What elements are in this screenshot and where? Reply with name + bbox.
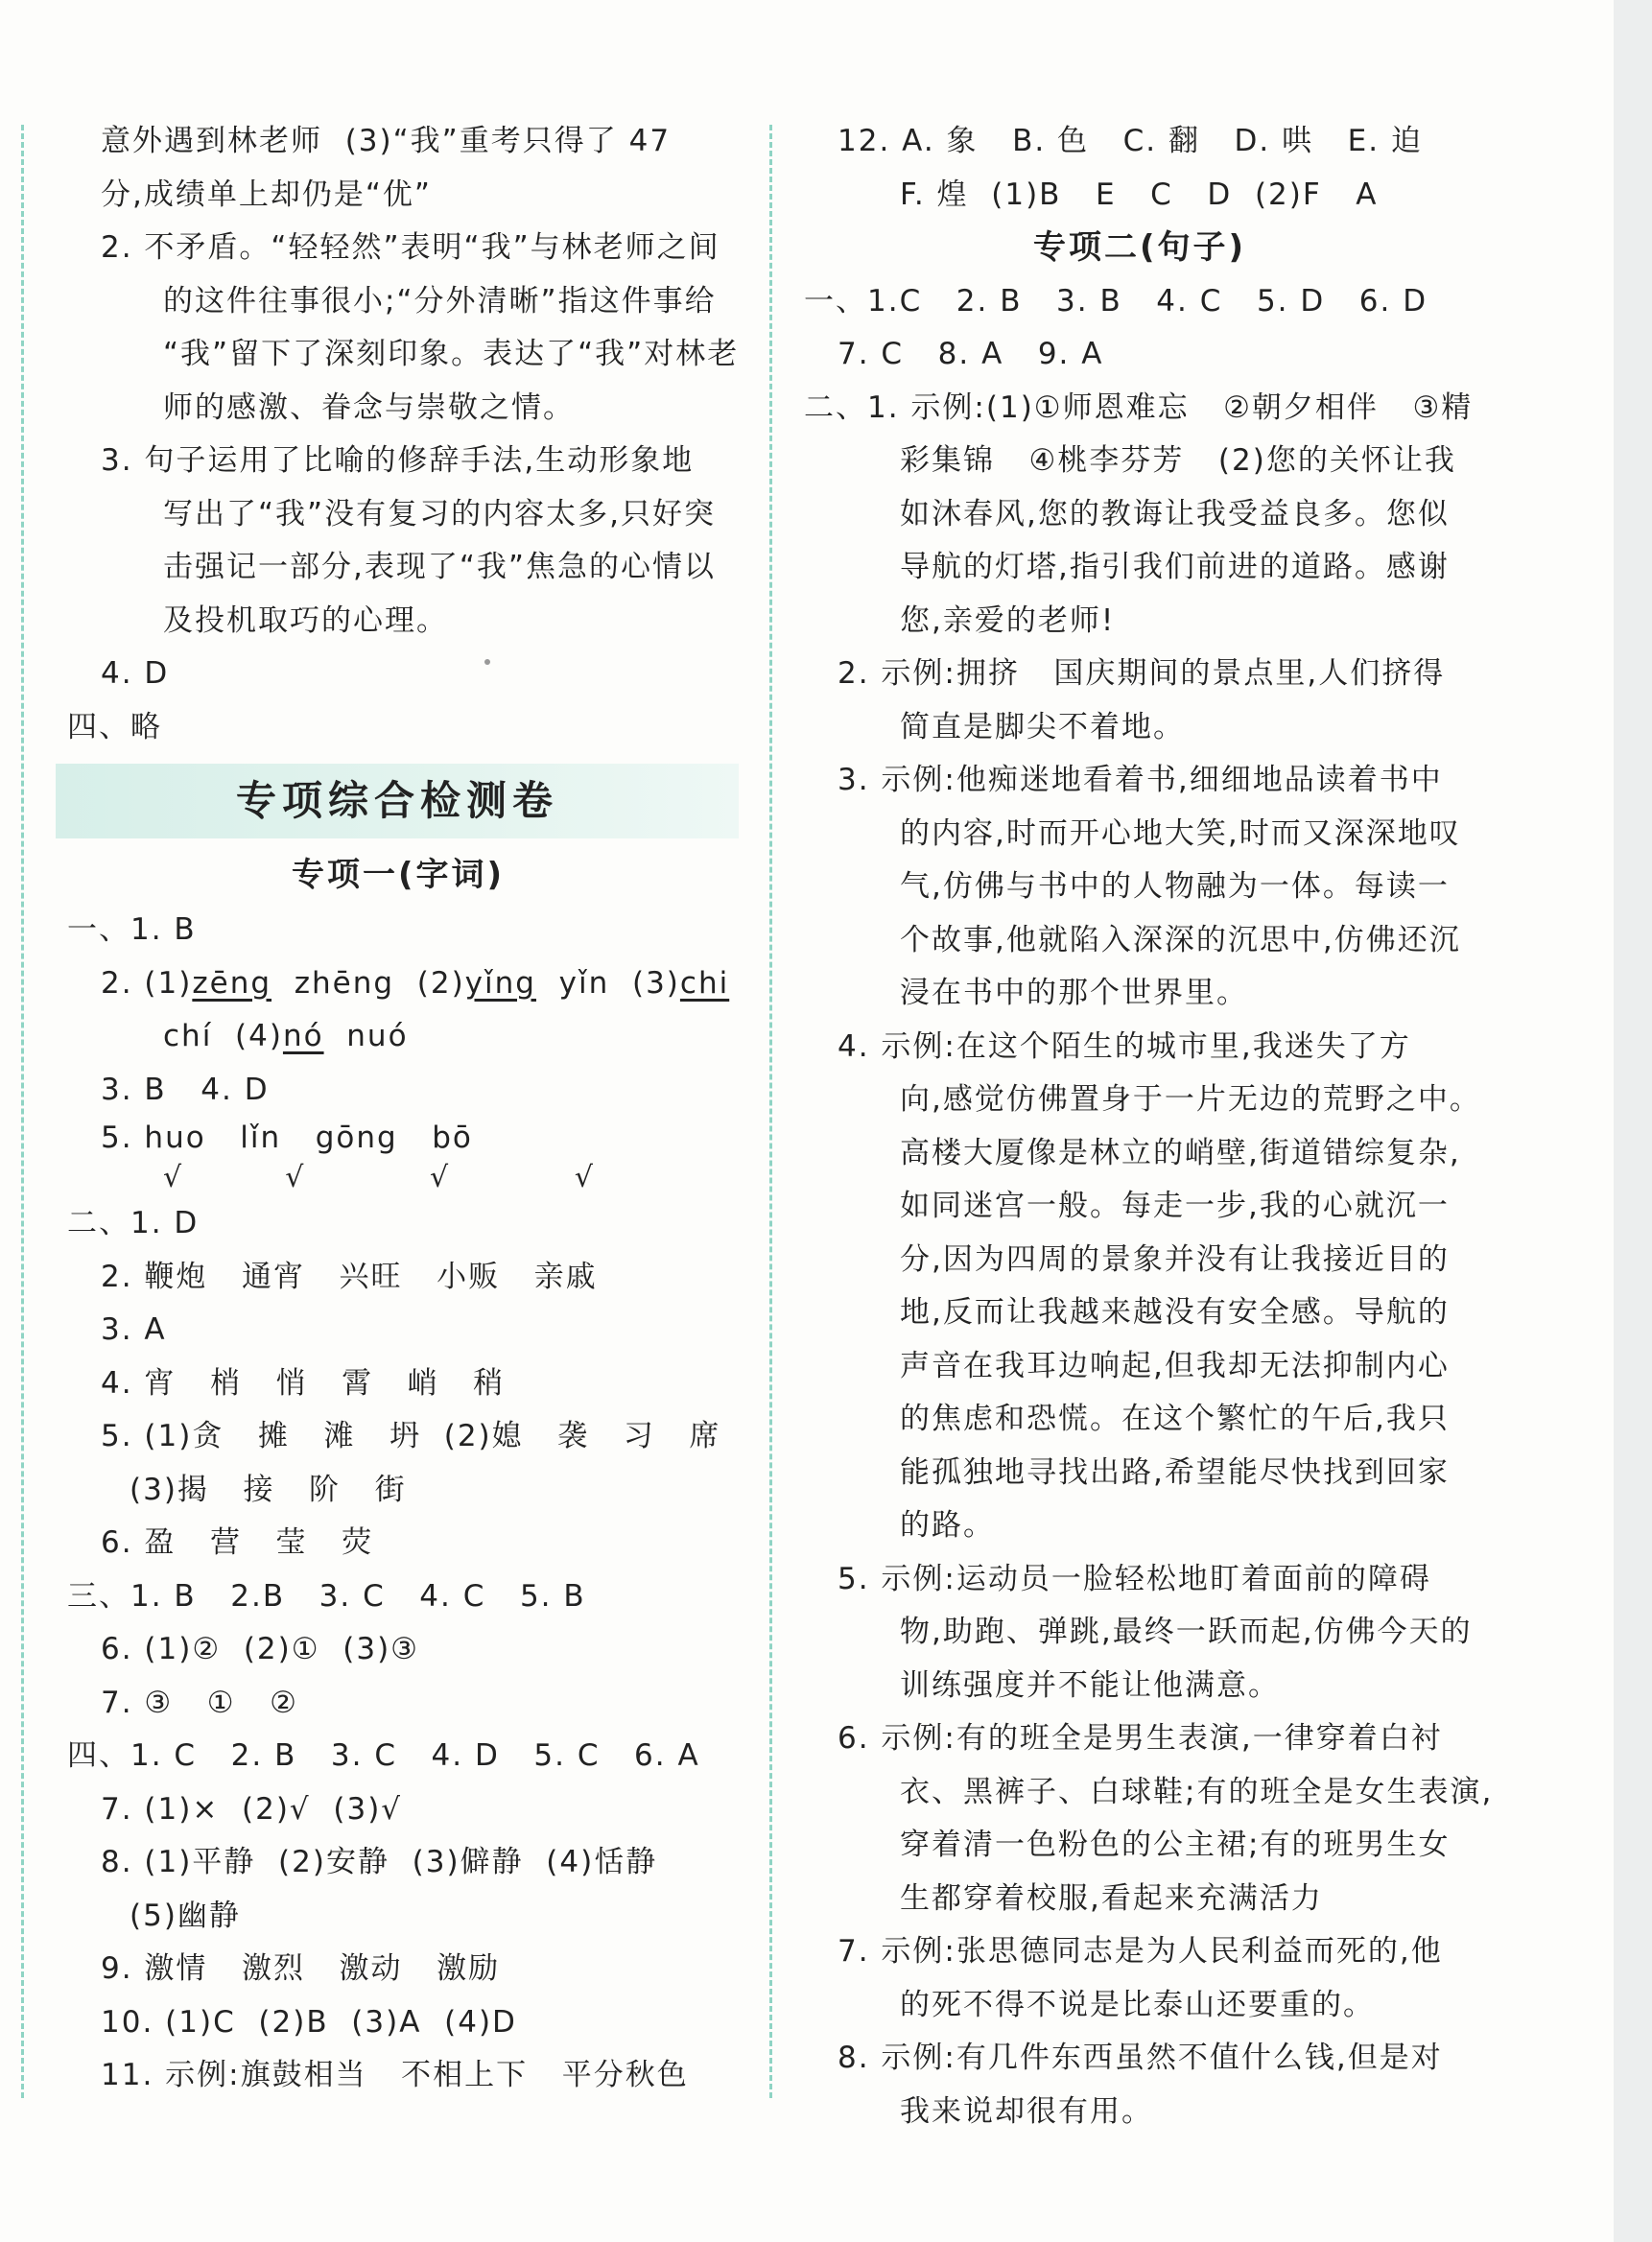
answer-line: (5)幽静 — [130, 1898, 241, 1933]
answer-line: 如沐春风,您的教诲让我受益良多。您似 — [900, 496, 1450, 531]
answer-line: 7. (1)× (2)√ (3)√ — [101, 1791, 403, 1827]
answer-line: 三、1. B 2.B 3. C 4. C 5. B — [67, 1578, 586, 1614]
answer-line: 9. 激情 激烈 激动 激励 — [101, 1951, 501, 1986]
answer-line: 3. A — [101, 1312, 167, 1347]
answer-line: 向,感觉仿佛置身于一片无边的荒野之中。 — [900, 1082, 1481, 1117]
answer-line: 师的感激、眷念与崇敬之情。 — [163, 389, 575, 425]
pinyin-underlined: yǐng — [464, 965, 536, 1001]
answer-line: 6. (1)② (2)① (3)③ — [101, 1632, 419, 1666]
subsection-title-1: 专项一(字词) — [291, 856, 506, 894]
answer-line: 如同迷宫一般。每走一步,我的心就沉一 — [900, 1189, 1450, 1223]
answer-line: 2. 不矛盾。“轻轻然”表明“我”与林老师之间 — [101, 230, 720, 265]
answer-line: 4. 示例:在这个陌生的城市里,我迷失了方 — [838, 1028, 1411, 1064]
page-edge-strip — [1614, 0, 1652, 2242]
pinyin-underlined: chi — [679, 965, 730, 1001]
answer-line: 我来说却很有用。 — [900, 2093, 1153, 2129]
answer-line: 5. (1)贪 摊 滩 坍 (2)媳 袭 习 席 — [101, 1419, 721, 1453]
answer-line: 5. huo lǐn gōng bō — [101, 1121, 473, 1155]
answer-line: 11. 示例:旗鼓相当 不相上下 平分秋色 — [101, 2058, 689, 2092]
answer-line: 浸在书中的那个世界里。 — [900, 976, 1248, 1010]
answer-line: 二、1. 示例:(1)①师恩难忘 ②朝夕相伴 ③精 — [804, 389, 1474, 425]
answer-line: 击强记一部分,表现了“我”焦急的心情以 — [163, 550, 716, 584]
subsection-title-2: 专项二(句子) — [1032, 228, 1247, 267]
answer-line: 及投机取巧的心理。 — [163, 602, 448, 638]
answer-line: (3)揭 接 阶 街 — [130, 1472, 407, 1507]
answer-line: 一、1.C 2. B 3. B 4. C 5. D 6. D — [804, 283, 1428, 319]
answer-line: 的死不得不说是比泰山还要重的。 — [900, 1987, 1375, 2022]
answer-line: 简直是脚尖不着地。 — [900, 709, 1185, 744]
answer-line: 的焦虑和恐慌。在这个繁忙的午后,我只 — [900, 1402, 1450, 1436]
answer-line: 四、略 — [67, 709, 162, 744]
right-column — [804, 115, 1494, 2138]
answer-line: 穿着清一色粉色的公主裙;有的班男生女 — [900, 1828, 1451, 1862]
left-column — [67, 115, 740, 2103]
pinyin-underlined: nó — [282, 1019, 324, 1053]
answer-line: 衣、黑裤子、白球鞋;有的班全是女生表演, — [900, 1774, 1494, 1809]
answer-line: 声音在我耳边响起,但我却无法抑制内心 — [900, 1348, 1450, 1383]
answer-line: 生都穿着校服,看起来充满活力 — [900, 1880, 1323, 1916]
answer-line: 的内容,时而开心地大笑,时而又深深地叹 — [900, 815, 1461, 851]
answer-line: 10. (1)C (2)B (3)A (4)D — [101, 2004, 517, 2040]
column-divider-dashed-line — [769, 125, 772, 2098]
answer-line: 个故事,他就陷入深深的沉思中,仿佛还沉 — [900, 922, 1461, 957]
answer-line: 3. 句子运用了比喻的修辞手法,生动形象地 — [101, 443, 695, 478]
check-marks: √ √ √ √ — [163, 1161, 606, 1194]
answer-line: 四、1. C 2. B 3. C 4. D 5. C 6. A — [67, 1738, 700, 1773]
answer-line: F. 煌 (1)B E C D (2)F A — [900, 177, 1379, 212]
answer-line: 彩集锦 ④桃李芬芳 (2)您的关怀让我 — [900, 443, 1456, 478]
answer-line: 分,成绩单上却仍是“优” — [101, 177, 432, 212]
answer-line: “我”留下了深刻印象。表达了“我”对林老 — [163, 337, 740, 371]
answer-line: 能孤独地寻找出路,希望能尽快找到回家 — [900, 1454, 1450, 1490]
answer-line: 您,亲爱的老师! — [900, 602, 1116, 638]
answer-line: 8. (1)平静 (2)安静 (3)僻静 (4)恬静 — [101, 1845, 658, 1879]
answer-line: 地,反而让我越来越没有安全感。导航的 — [900, 1295, 1450, 1330]
answer-line: 3. B 4. D — [101, 1072, 270, 1107]
answer-line: 12. A. 象 B. 色 C. 翻 D. 哄 E. 迫 — [838, 124, 1423, 158]
answer-line: 写出了“我”没有复习的内容太多,只好突 — [163, 496, 716, 531]
answer-line: 二、1. D — [67, 1206, 200, 1240]
answer-line: 气,仿佛与书中的人物融为一体。每读一 — [900, 869, 1450, 904]
answer-line: 训练强度并不能让他满意。 — [900, 1667, 1280, 1703]
pinyin-line — [67, 957, 729, 1011]
answer-line: 一、1. B — [67, 912, 197, 947]
pinyin-line — [67, 1010, 729, 1064]
pinyin-text: yǐn (3) — [535, 965, 680, 1001]
answer-line: 物,助跑、弹跳,最终一跃而起,仿佛今天的 — [900, 1615, 1473, 1649]
answer-line: 7. C 8. A 9. A — [838, 337, 1104, 371]
answer-line: 6. 盈 营 莹 荧 — [101, 1525, 374, 1560]
answer-line: 3. 示例:他痴迷地看着书,细细地品读着书中 — [838, 763, 1443, 797]
pinyin-text: nuó — [323, 1019, 409, 1053]
answer-line: 分,因为四周的景象并没有让我接近目的 — [900, 1241, 1450, 1277]
answer-line: 6. 示例:有的班全是男生表演,一律穿着白衬 — [838, 1721, 1443, 1756]
answer-line: 4. D — [101, 656, 170, 691]
answer-line: 高楼大厦像是林立的峭壁,街道错综复杂, — [900, 1135, 1461, 1170]
answer-line: 4. 宵 梢 悄 霄 峭 稍 — [101, 1365, 506, 1401]
pinyin-text: 2. (1) — [101, 965, 193, 1001]
left-margin-dashed-line — [21, 125, 24, 2098]
answer-line: 5. 示例:运动员一脸轻松地盯着面前的障碍 — [838, 1561, 1431, 1596]
answer-line: 8. 示例:有几件东西虽然不值什么钱,但是对 — [838, 2041, 1443, 2075]
pinyin-text: chí (4) — [163, 1019, 283, 1053]
answer-line: 7. ③ ① ② — [101, 1685, 298, 1720]
answer-line: 意外遇到林老师 (3)“我”重考只得了 47 — [101, 124, 672, 158]
answer-line: 导航的灯塔,指引我们前进的道路。感谢 — [900, 550, 1450, 584]
answer-line: 的这件往事很小;“分外清晰”指这件事给 — [163, 283, 717, 319]
pinyin-text: zhēng (2) — [271, 965, 465, 1001]
answer-line: 2. 鞭炮 通宵 兴旺 小贩 亲戚 — [101, 1259, 598, 1294]
answer-line: 2. 示例:拥挤 国庆期间的景点里,人们挤得 — [838, 656, 1446, 691]
answer-line: 的路。 — [900, 1508, 995, 1543]
pinyin-underlined: zēng — [192, 965, 272, 1001]
answer-line: 7. 示例:张思德同志是为人民利益而死的,他 — [838, 1934, 1443, 1969]
section-title: 专项综合检测卷 — [56, 764, 739, 838]
